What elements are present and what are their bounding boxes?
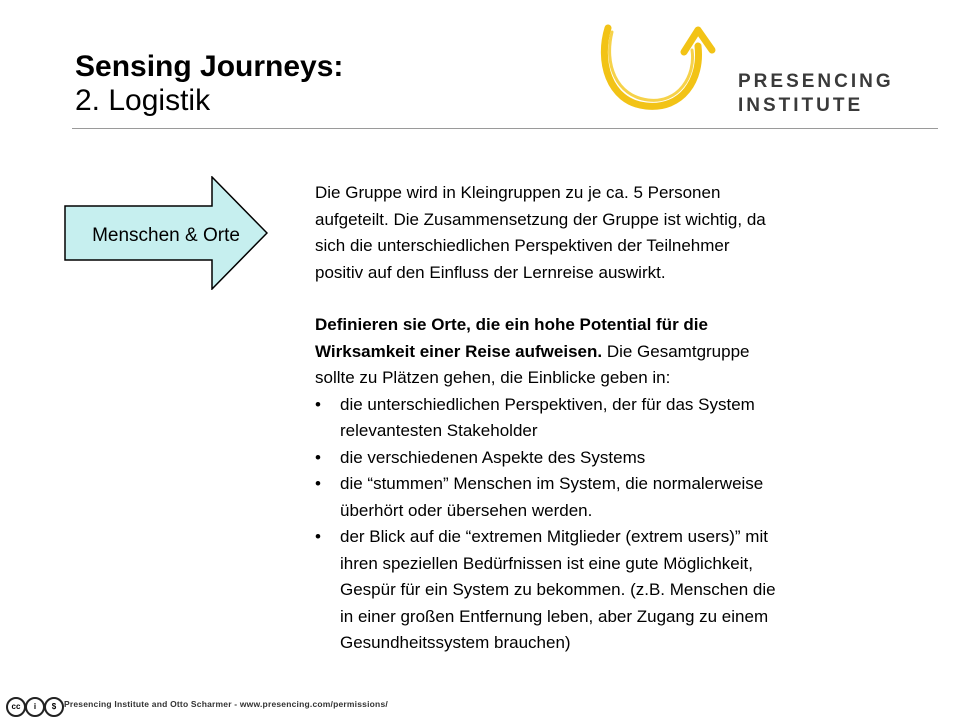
paragraph-gap [315,286,905,312]
para1-line-3: sich die unterschiedlichen Perspektiven der Teilnehmer [315,236,730,255]
para1-line-2: aufgeteilt. Die Zusammensetzung der Gruppe ist wichtig, da [315,209,766,229]
logo-line-1: PRESENCING [738,71,894,92]
bullet-item [315,471,905,524]
footer-credit: Presencing Institute and Otto Scharmer - www.presencing.com/permissions/ [64,699,388,709]
bullet-icon: • [315,394,321,414]
para2-line-1: Definieren sie Orte, die ein hohe Potential für die [315,315,708,334]
presencing-logo-text [738,70,894,118]
para1-line-4: positiv auf den Einfluss der Lernreise auswirkt. [315,262,666,282]
bullet-item [315,524,905,657]
body-text [315,180,905,657]
nc-icon: $ [44,697,64,717]
bullet-4-line-1: der Blick auf die “extremen Mitglieder (extrem users)” mit [340,527,768,546]
bullet-3-line-1: die “stummen” Menschen im System, die normalerweise [340,474,764,493]
para2-line-2 [315,339,905,366]
logo-line-2: INSTITUTE [738,95,864,116]
para1-line-1: Die Gruppe wird in Kleingruppen zu je ca. 5 Personen [315,183,721,202]
bullet-1-line-2: relevantesten Stakeholder [340,421,538,440]
by-icon: i [25,697,45,717]
bullet-4-line-4: in einer großen Entfernung leben, aber Zugang zu einem [340,606,769,626]
bullet-icon: • [315,447,321,467]
bullet-4-line-5: Gesundheitssystem brauchen) [340,633,571,652]
title-block [75,50,343,118]
presencing-logo-icon [586,20,726,120]
bullet-3-line-2: überhört oder übersehen werden. [340,500,593,520]
bullet-4-line-2: ihren speziellen Bedürfnissen ist eine gute Möglichkeit, [340,553,753,573]
bullet-4-line-3: Gespür für ein System zu bekommen. (z.B. Menschen die [340,580,776,599]
bullet-1-line-1: die unterschiedlichen Perspektiven, der für das System [340,394,755,414]
bullet-icon: • [315,474,321,493]
bullet-item [315,392,905,445]
para2-line-3: sollte zu Plätzen gehen, die Einblicke geben in: [315,368,671,387]
page-subtitle: 2. Logistik [75,84,211,117]
bullet-item [315,445,905,472]
bullet-icon: • [315,527,321,546]
bullet-2-line-1: die verschiedenen Aspekte des Systems [340,447,646,467]
para2-rest-1: Die Gesamtgruppe [602,341,750,361]
arrow-label: Menschen & Orte [92,225,240,246]
page-title: Sensing Journeys: [75,50,344,83]
cc-icon: cc [6,697,26,717]
header-divider [72,128,938,129]
para2-bold-2: Wirksamkeit einer Reise aufweisen. [315,341,603,361]
